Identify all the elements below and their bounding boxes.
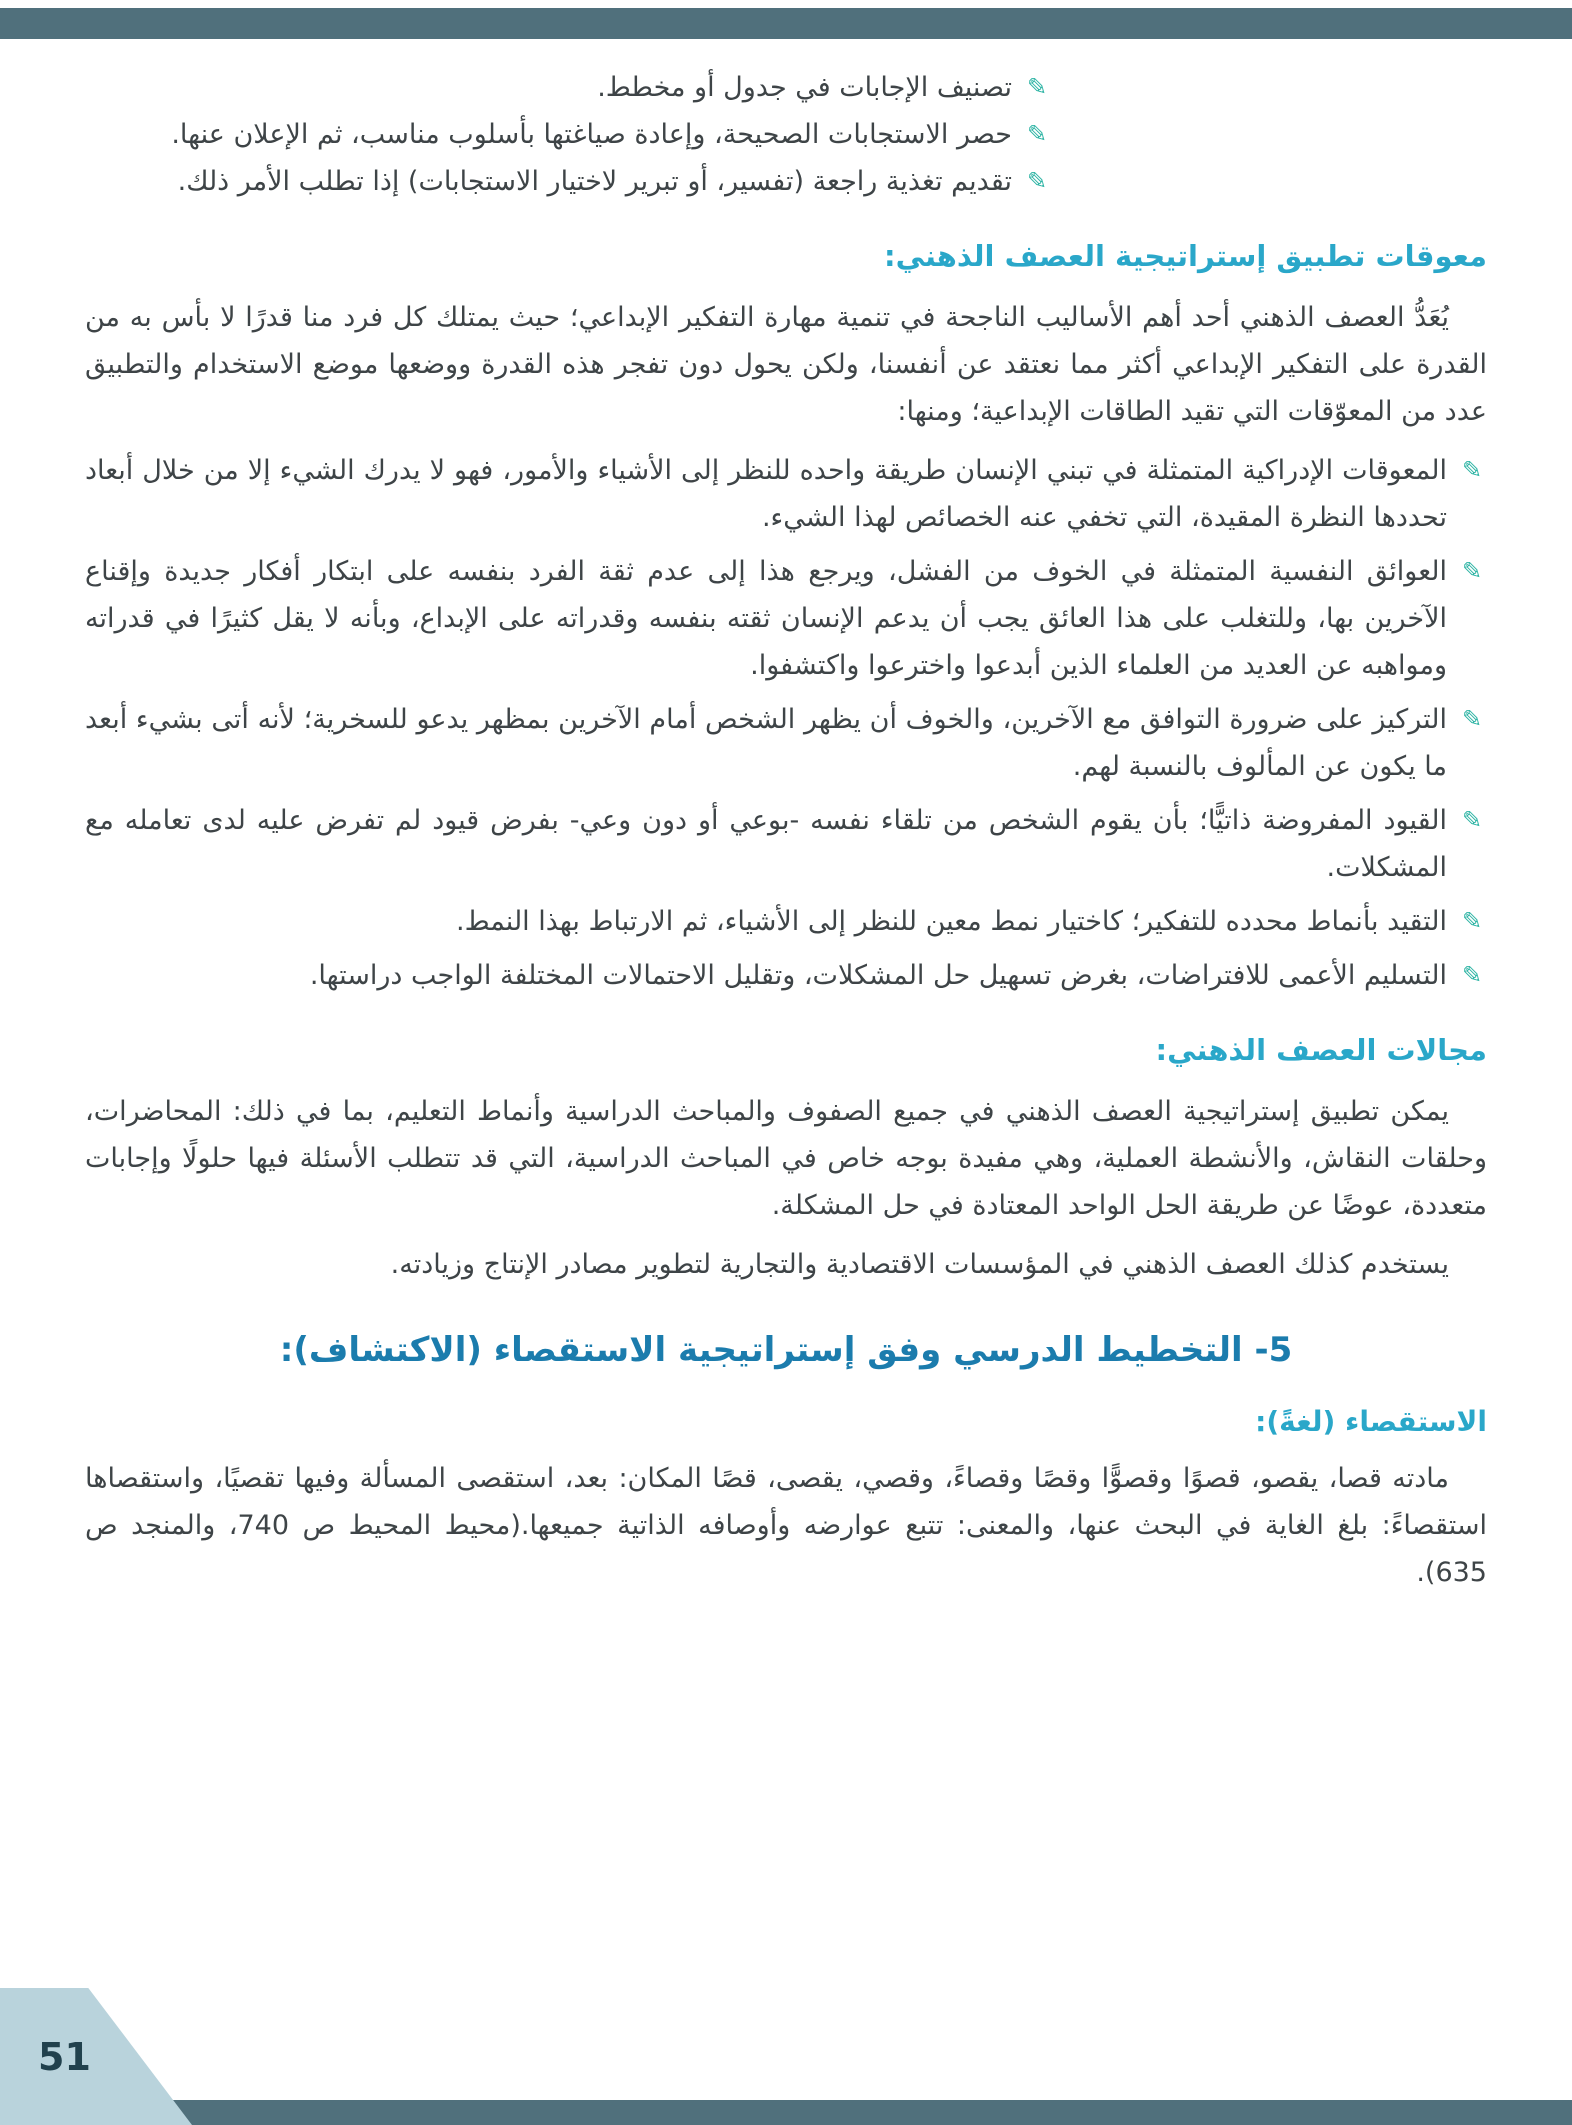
section-heading-planning: 5- التخطيط الدرسي وفق إستراتيجية الاستقصاء (الاكتشاف): [279, 1330, 1293, 1370]
list-item [85, 548, 1487, 689]
paragraph-domains-2: يستخدم كذلك العصف الذهني في المؤسسات الاقتصادية والتجارية لتطوير مصادر الإنتاج وزيادته. [390, 1249, 1449, 1280]
top-decoration-bar [0, 8, 1572, 39]
list-item [85, 447, 1487, 541]
list-item [85, 64, 1052, 111]
bullet-text: حصر الاستجابات الصحيحة، وإعادة صياغتها بأسلوب مناسب، ثم الإعلان عنها. [171, 119, 1012, 150]
bullet-text: تقديم تغذية راجعة (تفسير، أو تبرير لاختيار الاستجابات) إذا تطلب الأمر ذلك. [177, 166, 1012, 197]
paragraph-domains-1: يمكن تطبيق إستراتيجية العصف الذهني في جميع الصفوف والمباحث الدراسية وأنماط التعليم، بما في ذلك: المحاضرات، وحلقات النقاش، والأنشطة العملية، وهي مفيدة بوجه خاص في المباحث الدراسية، التي قد تتطلب الأسئلة فيها حلولًا وإجابات متعددة، عوضًا عن طريقة الحل الواحد المعتادة في حل المشكلة. [85, 1096, 1487, 1221]
pencil-bullet-icon: ✎ [1026, 73, 1048, 101]
list-item [85, 111, 1052, 158]
list-item [85, 158, 1052, 205]
section-heading-obstacles: معوقات تطبيق إستراتيجية العصف الذهني: [884, 239, 1487, 273]
paragraph-obstacles-intro: يُعَدُّ العصف الذهني أحد أهم الأساليب الناجحة في تنمية مهارة التفكير الإبداعي؛ حيث يمتلك كل فرد منا قدرًا لا بأس به من القدرة على التفكير الإبداعي أكثر مما نعتقد عن أنفسنا، ولكن يحول دون تفجر هذه القدرة ووضعها موضع الاستخدام والتطبيق عدد من المعوّقات التي تقيد الطاقات الإبداعية؛ ومنها: [85, 302, 1487, 427]
pencil-bullet-icon: ✎ [1461, 907, 1483, 935]
bullet-text: العوائق النفسية المتمثلة في الخوف من الفشل، ويرجع هذا إلى عدم ثقة الفرد بنفسه على ابتكار أفكار جديدة وإقناع الآخرين بها، وللتغلب على هذا العائق يجب أن يدعم الإنسان ثقته بنفسه وقدراته على الإبداع، وبأنه لا يقل كثيرًا في قدراته ومواهبه عن العديد من العلماء الذين أبدعوا واخترعوا واكتشفوا. [85, 556, 1447, 681]
page-number: 51 [38, 2035, 91, 2079]
bullet-text: المعوقات الإدراكية المتمثلة في تبني الإنسان طريقة واحده للنظر إلى الأشياء والأمور، فهو لا يدرك الشيء إلا من خلال أبعاد تحددها النظرة المقيدة، التي تخفي عنه الخصائص لهذا الشيء. [85, 455, 1447, 533]
page-number-corner-shape [0, 1988, 192, 2125]
page-content [0, 64, 1572, 1608]
obstacles-bullet-list [85, 447, 1487, 999]
list-item [85, 952, 1487, 999]
list-item [85, 696, 1487, 790]
subheading-inquiry-language: الاستقصاء (لغةً): [1255, 1405, 1487, 1438]
list-item [85, 797, 1487, 891]
list-item [85, 898, 1487, 945]
pencil-bullet-icon: ✎ [1461, 961, 1483, 989]
pencil-bullet-icon: ✎ [1461, 456, 1483, 484]
pencil-bullet-icon: ✎ [1026, 120, 1048, 148]
bullet-text: التسليم الأعمى للافتراضات، بغرض تسهيل حل المشكلات، وتقليل الاحتمالات المختلفة الواجب دراستها. [309, 960, 1447, 991]
bullet-text: تصنيف الإجابات في جدول أو مخطط. [597, 72, 1012, 103]
pencil-bullet-icon: ✎ [1461, 557, 1483, 585]
pencil-bullet-icon: ✎ [1461, 806, 1483, 834]
pencil-bullet-icon: ✎ [1461, 705, 1483, 733]
section-heading-domains: مجالات العصف الذهني: [1155, 1033, 1487, 1067]
pencil-bullet-icon: ✎ [1026, 167, 1048, 195]
bullet-text: التركيز على ضرورة التوافق مع الآخرين، والخوف أن يظهر الشخص أمام الآخرين بمظهر يدعو للسخرية؛ لأنه أتى بشيء أبعد ما يكون عن المألوف بالنسبة لهم. [85, 704, 1447, 782]
footer-decoration-bar [0, 2100, 1572, 2125]
paragraph-inquiry-definition: مادته قصا، يقصو، قصوًا وقصوًّا وقصًا وقصاءً، وقصي، يقصى، قصًا المكان: بعد، استقصى المسألة وفيها تقصيًا، واستقصاها استقصاءً: بلغ الغاية في البحث عنها، والمعنى: تتبع عوارضه وأوصافه الذاتية جميعها.(محيط المحيط ص 740، والمنجد ص 635). [85, 1463, 1487, 1588]
bullet-text: التقيد بأنماط محدده للتفكير؛ كاختيار نمط معين للنظر إلى الأشياء، ثم الارتباط بهذا النمط. [455, 906, 1447, 937]
bullet-text: القيود المفروضة ذاتيًّا؛ بأن يقوم الشخص من تلقاء نفسه -بوعي أو دون وعي- بفرض قيود لم تفرض عليه لدى تعامله مع المشكلات. [85, 805, 1447, 883]
intro-bullet-list [85, 64, 1052, 205]
